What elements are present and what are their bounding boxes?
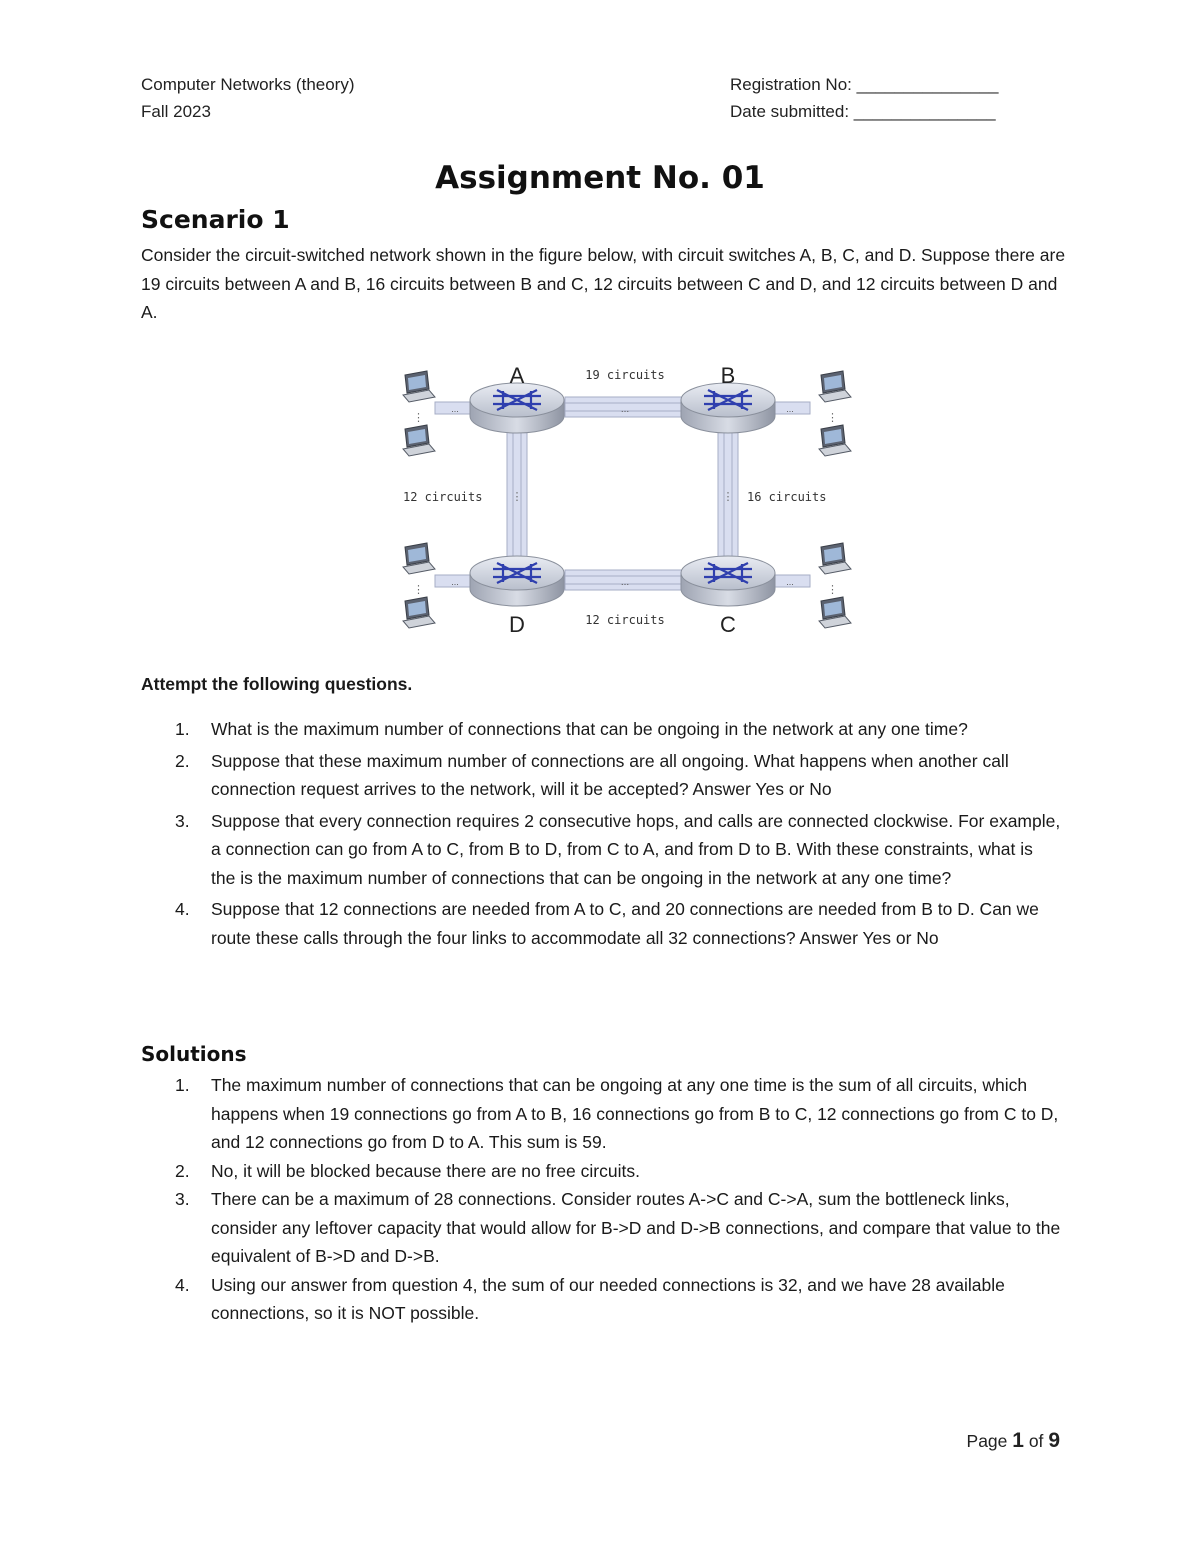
svg-text:⋮: ⋮ (413, 412, 424, 424)
scenario-heading: Scenario 1 (141, 205, 290, 234)
list-item: 4. Suppose that 12 connections are needed from A to C, and 20 connections are needed from B to D. Can we route these calls through the four links to accommodate all 32 connections? Answer Yes or No (175, 899, 1039, 948)
switch-label-d: D (509, 612, 525, 637)
term: Fall 2023 (141, 102, 211, 121)
switch-a-icon (470, 383, 564, 433)
svg-text:...: ... (451, 577, 459, 587)
list-item: 3. There can be a maximum of 28 connections. Consider routes A->C and C->A, sum the bottleneck links, consider any leftover capacity that would allow for B->D and D->B connections, and compare that value to the equivalent of B->D and D->B. (175, 1189, 1061, 1266)
laptop-icon (403, 597, 435, 628)
course-name: Computer Networks (theory) (141, 75, 355, 94)
date-submitted-field: Date submitted: _______________ (730, 102, 996, 121)
laptop-icon (819, 425, 851, 456)
switch-d-icon (470, 556, 564, 606)
switch-label-c: C (720, 612, 736, 637)
svg-text:⋮: ⋮ (827, 584, 838, 596)
svg-text:...: ... (451, 404, 459, 414)
questions-list (141, 715, 1061, 955)
link-c-d (565, 570, 685, 590)
circuits-label-da: 12 circuits (403, 490, 483, 504)
registration-field: Registration No: _______________ (730, 75, 999, 94)
questions-heading: Attempt the following questions. (141, 674, 413, 694)
list-item: 1. What is the maximum number of connections that can be ongoing in the network at any one time? (175, 719, 968, 739)
list-item: 2. No, it will be blocked because there are no free circuits. (175, 1160, 640, 1181)
list-item: 3. Suppose that every connection requires 2 consecutive hops, and calls are connected clockwise. For example, a connection can go from A to C, from B to D, from C to A, and from D to B. With these constraints, what is the is the maximum number of connections that can be ongoing in the network at any one time? (175, 810, 1061, 888)
laptop-icon (819, 597, 851, 628)
svg-text:...: ... (786, 577, 794, 587)
svg-text:⋮: ⋮ (511, 491, 523, 503)
list-item: 2. Suppose that these maximum number of connections are all ongoing. What happens when another call connection request arrives to the network, will it be accepted? Answer Yes or No (175, 750, 1009, 799)
circuits-label-cd: 12 circuits (585, 613, 665, 627)
svg-text:⋮: ⋮ (413, 584, 424, 596)
link-ellipsis: ... (620, 577, 630, 588)
switch-label-a: A (509, 363, 525, 388)
circuits-label-bc: 16 circuits (747, 490, 827, 504)
switch-label-b: B (720, 363, 736, 388)
svg-text:⋮: ⋮ (827, 412, 838, 424)
solutions-list (141, 1071, 1061, 1328)
laptop-icon (403, 543, 435, 574)
laptop-icon (403, 371, 435, 402)
svg-text:...: ... (786, 404, 794, 414)
laptop-icon (819, 543, 851, 574)
network-diagram (395, 355, 855, 645)
page-number: Page 1 of 9 (966, 1429, 1060, 1452)
link-ellipsis: ... (620, 404, 630, 415)
laptop-icon (403, 425, 435, 456)
switch-b-icon (681, 383, 775, 433)
circuits-label-ab: 19 circuits (585, 368, 665, 382)
list-item: 4. Using our answer from question 4, the sum of our needed connections is 32, and we have 28 available connections, so it is NOT possible. (175, 1274, 1005, 1323)
solutions-heading: Solutions (141, 1042, 247, 1066)
link-a-b (565, 397, 685, 417)
switch-c-icon (681, 556, 775, 606)
svg-text:⋮: ⋮ (722, 491, 734, 503)
page-title: Assignment No. 01 (435, 160, 765, 196)
laptop-icon (819, 371, 851, 402)
scenario-text: Consider the circuit-switched network shown in the figure below, with circuit switches A, B, C, and D. Suppose there are 19 circuits between A and B, 16 circuits between B and C, 12 circuits between C and D, and 12 circuits between D and A. (141, 245, 1066, 322)
list-item: 1. The maximum number of connections that can be ongoing at any one time is the sum of all circuits, which happens when 19 connections go from A to B, 16 connections go from B to C, 12 connections go from C to D, and 12 connections go from D to A. This sum is 59. (175, 1075, 1059, 1152)
